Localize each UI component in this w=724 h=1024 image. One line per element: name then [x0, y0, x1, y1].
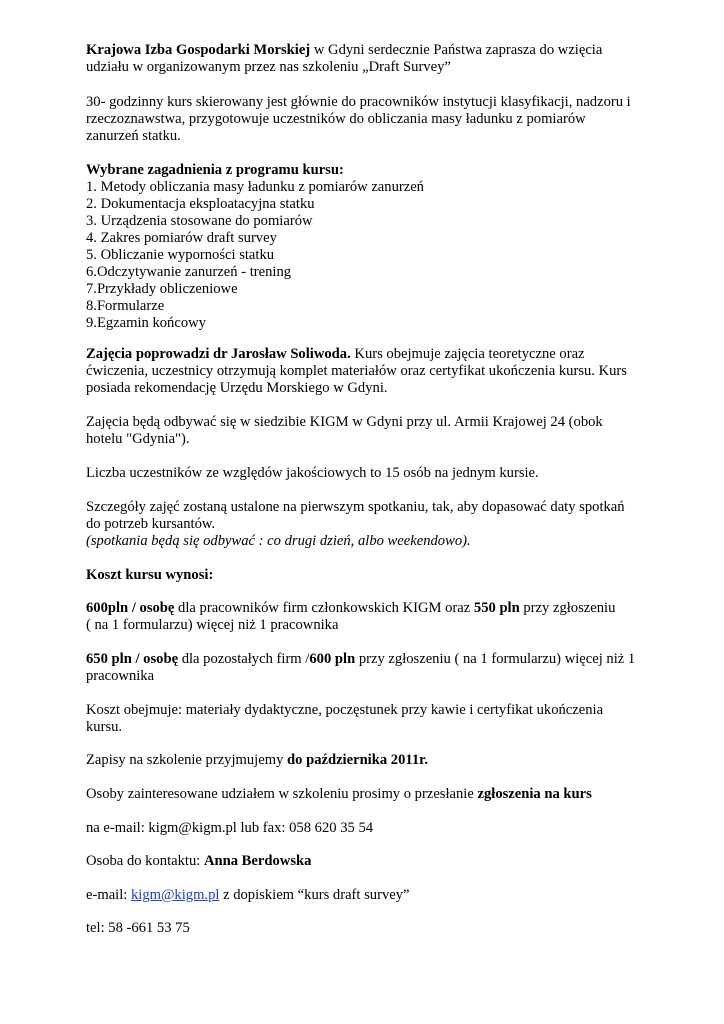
- price-member: 600pln / osobę dla pracowników firm członkowskich KIGM oraz 550 pln przy zgłoszeniu ( na 1 formularzu) więcej niż 1 pracownika: [86, 600, 616, 633]
- list-item: 9.Egzamin końcowy: [86, 315, 206, 331]
- list-item: 3. Urządzenia stosowane do pomiarów: [86, 213, 313, 229]
- course-description: 30- godzinny kurs skierowany jest głównie do pracowników instytucji klasyfikacji, nadzoru i rzeczoznawstwa, przygotowuje uczestników do obliczania masy ładunku z pomiarów zanurzeń statku.: [86, 94, 631, 144]
- list-item: 7.Przykłady obliczeniowe: [86, 281, 238, 297]
- instructor-name: Zajęcia poprowadzi dr Jarosław Soliwoda.: [86, 346, 351, 362]
- email-line: e-mail: kigm@kigm.pl z dopiskiem “kurs draft survey”: [86, 887, 410, 903]
- contact-person: Osoba do kontaktu: Anna Berdowska: [86, 853, 312, 869]
- list-item: 6.Odczytywanie zanurzeń - trening: [86, 264, 292, 280]
- instructor-paragraph: Zajęcia poprowadzi dr Jarosław Soliwoda. Kurs obejmuje zajęcia teoretyczne oraz ćwiczenia, uczestnicy otrzymują komplet materiałów oraz certyfikat ukończenia kursu. Kurs posiada rekomendację Urzędu Morskiego w Gdyni.: [86, 346, 627, 396]
- list-item: 8.Formularze: [86, 298, 165, 314]
- intro-paragraph: Krajowa Izba Gospodarki Morskiej w Gdyni serdecznie Państwa zaprasza do wzięcia udziału w organizowanym przez nas szkoleniu „Draft Survey”: [86, 42, 603, 75]
- telephone: tel: 58 -661 53 75: [86, 920, 190, 936]
- price-other: 650 pln / osobę dla pozostałych firm /600 pln przy zgłoszeniu ( na 1 formularzu) więcej niż 1 pracownika: [86, 651, 636, 684]
- cost-includes: Koszt obejmuje: materiały dydaktyczne, poczęstunek przy kawie i certyfikat ukończenia kursu.: [86, 702, 604, 735]
- email-fax: na e-mail: kigm@kigm.pl lub fax: 058 620 35 54: [86, 820, 374, 836]
- cost-heading: Koszt kursu wynosi:: [86, 567, 214, 583]
- deadline: Zapisy na szkolenie przyjmujemy do października 2011r.: [86, 752, 428, 768]
- program-heading: Wybrane zagadnienia z programu kursu:: [86, 162, 344, 178]
- schedule-paragraph: Szczegóły zajęć zostaną ustalone na pierwszym spotkaniu, tak, aby dopasować daty spotkań do potrzeb kursantów. (spotkania będą się odbywać : co drugi dzień, albo weekendowo).: [86, 499, 625, 549]
- org-name: Krajowa Izba Gospodarki Morskiej: [86, 42, 311, 58]
- application-info: Osoby zainteresowane udziałem w szkoleniu prosimy o przesłanie zgłoszenia na kurs: [86, 786, 592, 802]
- venue-paragraph: Zajęcia będą odbywać się w siedzibie KIGM w Gdyni przy ul. Armii Krajowej 24 (obok hotelu "Gdynia").: [86, 414, 603, 447]
- list-item: 4. Zakres pomiarów draft survey: [86, 230, 277, 246]
- participants-paragraph: Liczba uczestników ze względów jakościowych to 15 osób na jednym kursie.: [86, 465, 539, 481]
- contact-name: Anna Berdowska: [203, 853, 312, 869]
- list-item: 2. Dokumentacja eksploatacyjna statku: [86, 196, 315, 212]
- program-section: [86, 162, 646, 332]
- list-item: 5. Obliczanie wyporności statku: [86, 247, 275, 263]
- list-item: 1. Metody obliczania masy ładunku z pomiarów zanurzeń: [86, 179, 424, 195]
- email-link[interactable]: kigm@kigm.pl: [130, 887, 220, 903]
